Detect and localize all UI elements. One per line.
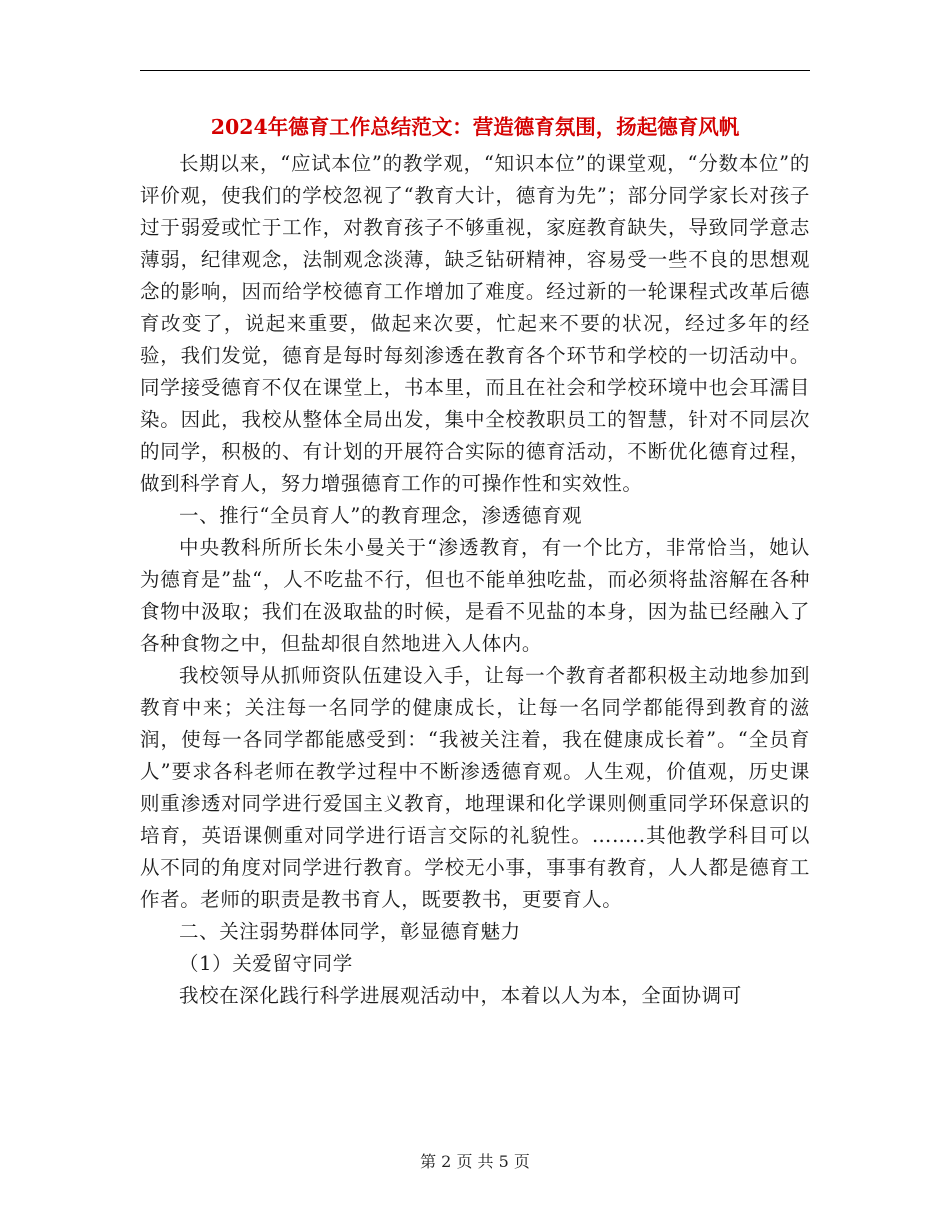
paragraph-left-behind: 我校在深化践行科学进展观活动中，本着以人为本，全面协调可 [179, 984, 742, 1007]
document-title: 2024年德育工作总结范文：营造德育氛围，扬起德育风帆 [210, 115, 740, 139]
document-body [140, 148, 810, 1012]
section-heading-1: 一、推行“全员育人”的教育理念，渗透德育观 [179, 504, 583, 527]
section-heading-2: 二、关注弱势群体同学，彰显德育魅力 [179, 920, 521, 943]
paragraph-intro: 长期以来，“应试本位”的教学观，“知识本位”的课堂观，“分数本位”的评价观，使我们的学校忽视了“教育大计，德育为先”；部分同学家长对孩子过于弱爱或忙于工作，对教育孩子不够重视，家庭教育缺失，导致同学意志薄弱，纪律观念，法制观念淡薄，缺乏钻研精神，容易受一些不良的思想观念的影响，因而给学校德育工作增加了难度。经过新的一轮课程式改革后德育改变了，说起来重要，做起来次要，忙起来不要的状况，经过多年的经验，我们发觉，德育是每时每刻渗透在教育各个环节和学校的一切活动中。同学接受德育不仅在课堂上，书本里，而且在社会和学校环境中也会耳濡目染。因此，我校从整体全局出发，集中全校教职员工的智慧，针对不同层次的同学，积极的、有计划的开展符合实际的德育活动，不断优化德育过程，做到科学育人，努力增强德育工作的可操作性和实效性。 [140, 152, 810, 495]
page-number: 第 2 页 共 5 页 [420, 1152, 530, 1171]
paragraph-salt-metaphor: 中央教科所所长朱小曼关于“渗透教育，有一个比方，非常恰当，她认为德育是”盐“，人不吃盐不行，但也不能单独吃盐，而必须将盐溶解在各种食物中汲取；我们在汲取盐的时候，是看不见盐的本身，因为盐已经融入了各种食物之中，但盐却很自然地进入人体内。 [140, 536, 810, 655]
paragraph-all-staff: 我校领导从抓师资队伍建设入手，让每一个教育者都积极主动地参加到教育中来；关注每一名同学的健康成长，让每一名同学都能得到教育的滋润，使每一各同学都能感受到：“我被关注着，我在健康成长着”。“全员育人”要求各科老师在教学过程中不断渗透德育观。人生观，价值观，历史课则重渗透对同学进行爱国主义教育，地理课和化学课则侧重同学环保意识的培育，英语课侧重对同学进行语言交际的礼貌性。……..其他教学科目可以从不同的角度对同学进行教育。学校无小事，事事有教育，人人都是德育工作者。老师的职责是教书育人，既要教书，更要育人。 [140, 664, 810, 911]
header-rule [140, 70, 810, 71]
subsection-heading-1: （1）关爱留守同学 [179, 952, 353, 975]
